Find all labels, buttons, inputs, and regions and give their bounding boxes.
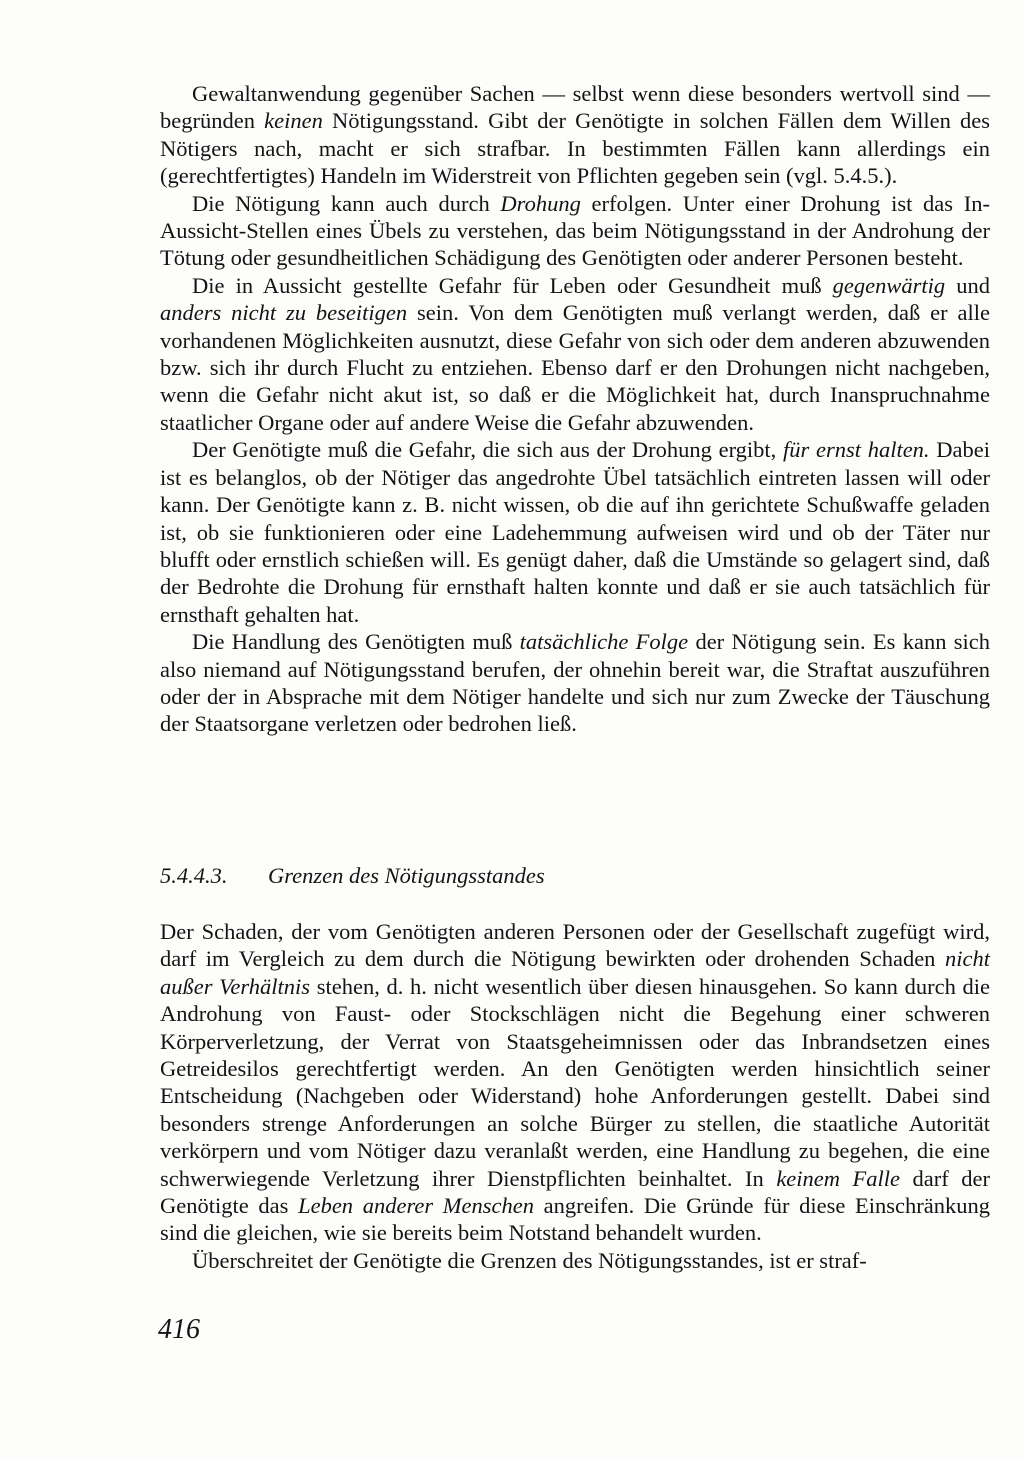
text-run: und — [945, 272, 991, 298]
text-run: Überschreitet der Genötigte die Grenzen des Nötigungsstandes, ist er straf- — [192, 1247, 867, 1273]
text-run: Dabei ist es belanglos, ob der Nötiger das angedrohte Übel tatsächlich eintreten lassen will oder kann. Der Genötigte kann z. B. nicht wissen, ob die auf ihn gerichtete Schußwaffe geladen ist, ob sie funktionieren oder eine Ladehemmung aufweisen wird und ob der Täter nur blufft oder ernstlich schießen will. Es genügt daher, daß die Umstände so gelagert sind, daß der Bedrohte die Drohung für ernsthaft halten konnte und daß er sie auch tatsächlich für ernsthaft gehalten hat. — [160, 437, 990, 627]
section-title: Grenzen des Nötigungsstandes — [268, 863, 545, 888]
paragraph-actual-consequence — [160, 628, 990, 738]
paragraph-present-danger — [160, 272, 990, 436]
text-run: erfolgen. Unter einer Drohung ist das In-Aussicht-Stellen eines Übels zu verstehen, das beim Nötigungsstand in der Androhung der Tötung oder gesundheitlichen Schädigung des Genötigten oder anderer Personen besteht. — [160, 190, 990, 271]
emphasis-text: gegenwärtig — [832, 272, 946, 298]
emphasis-text: keinen — [264, 108, 323, 134]
text-run: angreifen. Die Gründe für diese Einschränkung sind die gleichen, wie sie bereits beim Notstand behandelt wurden. — [160, 1193, 990, 1246]
emphasis-text: keinem Falle — [776, 1165, 901, 1191]
paragraph-threat-definition — [160, 190, 990, 272]
text-run: Nötigungsstand. Gibt der Genötigte in solchen Fällen dem Willen des Nötigers nach, macht er sich strafbar. In bestimmten Fällen kann allerdings ein (gerechtfertigtes) Handeln im Widerstreit von Pflichten gegeben sein (vgl. 5.4.5.). — [160, 108, 991, 189]
emphasis-text: für ernst halten. — [783, 437, 930, 463]
text-run: Der Schaden, der vom Genötigten anderen Personen oder der Gesellschaft zugefügt wird, darf im Vergleich zu dem durch die Nötigung bewirkten oder drohenden Schaden — [160, 919, 990, 972]
emphasis-text: Drohung — [500, 190, 581, 216]
emphasis-text: tatsächliche Folge — [519, 629, 689, 655]
emphasis-text: Leben anderer Menschen — [298, 1193, 534, 1219]
text-run: der Nötigung sein. Es kann sich also niemand auf Nötigungsstand berufen, der ohnehin bereit war, die Straftat auszuführen oder der in Absprache mit dem Nötiger handelte und sich nur zum Zwecke der Täuschung der Staatsorgane verletzen oder bedrohen ließ. — [160, 629, 990, 737]
paragraph-violence-against-objects — [160, 80, 990, 190]
text-run: Der Genötigte muß die Gefahr, die sich aus der Drohung ergibt, — [192, 437, 784, 463]
page-number: 416 — [158, 1314, 200, 1345]
text-run: Die Handlung des Genötigten muß — [192, 629, 520, 655]
emphasis-text: anders nicht zu beseitigen — [160, 300, 408, 326]
text-run: Gewaltanwendung gegenüber Sachen — selbst wenn diese besonders wertvoll sind — begründen — [160, 81, 990, 134]
section-number: 5.4.4.3. — [160, 863, 228, 888]
body-text-section-1 — [160, 80, 990, 738]
text-run: stehen, d. h. nicht wesentlich über diesen hinausgehen. So kann durch die Androhung von Faust- oder Stockschlägen nicht die Begehung einer schweren Körperverletzung, der Verrat von Staatsgeheimnissen oder das Inbrandsetzen eines Getreidesilos gerechtfertigt werden. An den Genötigten werden hinsichtlich seiner Entscheidung (Nachgeben oder Widerstand) hohe Anforderungen gestellt. Dabei sind besonders strenge Anforderungen an solche Bürger zu stellen, die staatliche Autorität verkörpern und vom Nötiger dazu veranlaßt werden, eine Handlung zu begehen, die eine schwerwiegende Verletzung ihrer Dienstpflichten beinhaltet. In — [160, 973, 990, 1191]
body-text-section-2 — [160, 918, 990, 1274]
text-run: sein. Von dem Genötigten muß verlangt werden, daß er alle vorhandenen Möglichkeiten ausnutzt, diese Gefahr von sich oder dem anderen abzuwenden bzw. sich ihr durch Flucht zu entziehen. Ebenso darf er den Drohungen nicht nachgeben, wenn die Gefahr nicht akut ist, so daß er die Möglichkeit hat, durch Inanspruchnahme staatlicher Organe oder auf andere Weise die Gefahr abzuwenden. — [160, 300, 990, 435]
text-run: Die in Aussicht gestellte Gefahr für Leben oder Gesundheit muß — [192, 272, 833, 298]
section-heading — [160, 862, 545, 889]
paragraph-limits-damage — [160, 918, 990, 1247]
text-run: Die Nötigung kann auch durch — [192, 190, 501, 216]
text-run: darf der Genötigte das — [160, 1165, 990, 1219]
emphasis-text: nicht außer Verhältnis — [160, 946, 990, 999]
paragraph-take-seriously — [160, 436, 990, 628]
paragraph-exceeding-limits — [160, 1247, 990, 1274]
